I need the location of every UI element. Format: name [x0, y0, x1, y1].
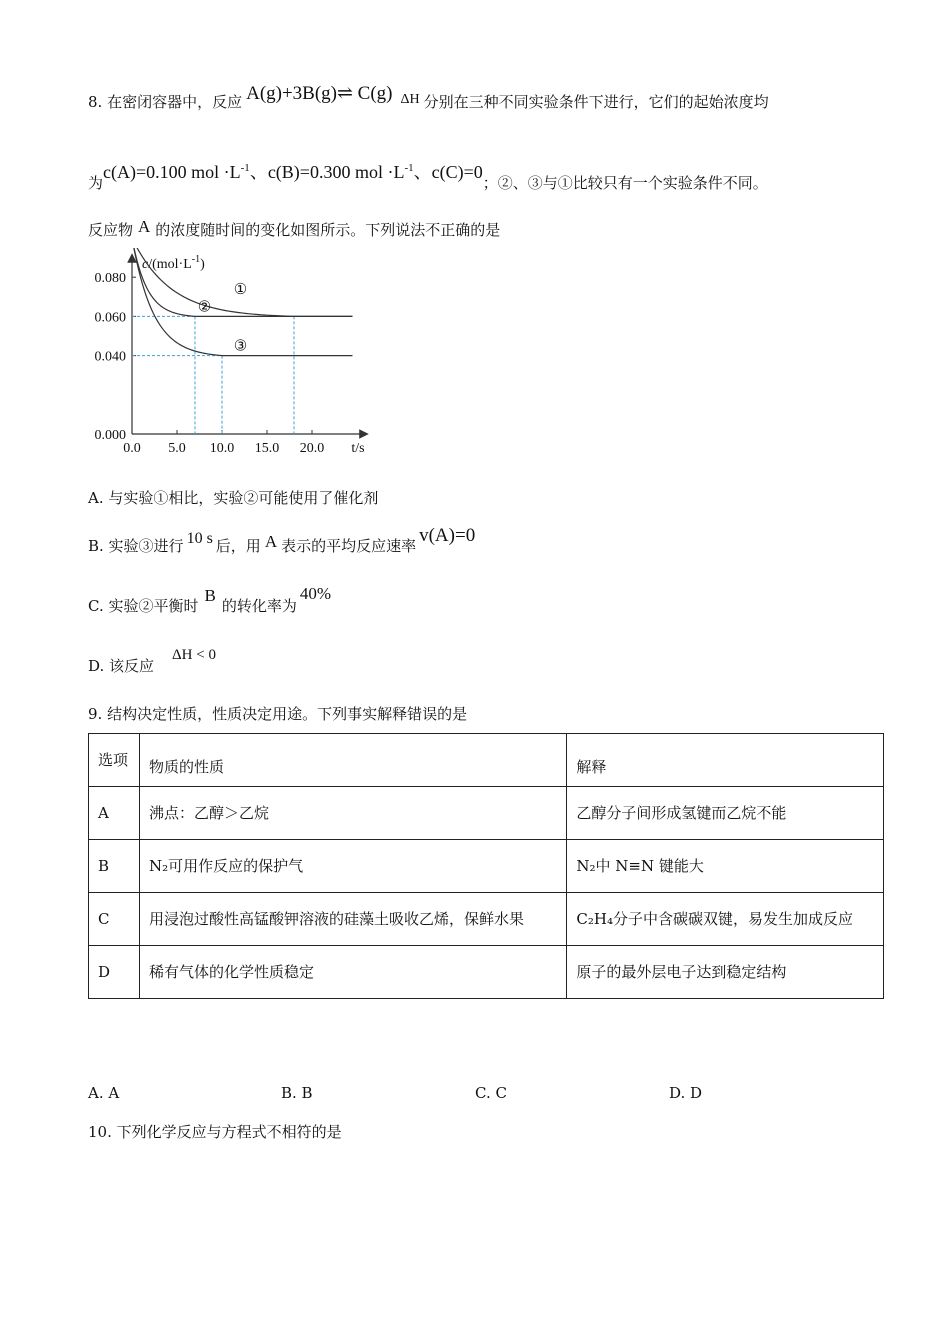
q8-option-b-mid2: 表示的平均反应速率 [281, 537, 417, 555]
row-a-property: 沸点：乙醇＞乙烷 [139, 787, 566, 840]
q8-stem-line3 [88, 219, 500, 240]
table-row [89, 787, 884, 840]
row-a-explanation: 乙醇分子间形成氢键而乙烷不能 [567, 787, 884, 840]
q9-choice-d: D. D [669, 1084, 703, 1102]
q8-option-d-prefix: D. 该反应 [88, 657, 155, 675]
row-b-option: B [89, 840, 140, 893]
q8-reaction-equation: A(g)+3B(g)⇌ C(g) [246, 83, 393, 104]
q8-option-d [88, 647, 216, 676]
x-tick-label: 15.0 [254, 441, 280, 456]
q8-option-b-var: A [264, 532, 278, 551]
row-d-option: D [89, 946, 140, 999]
q8-option-c-prefix: C. 实验②平衡时 [88, 597, 199, 615]
row-d-property: 稀有气体的化学性质稳定 [139, 946, 566, 999]
q8-stem-line2 [88, 162, 768, 194]
q8-option-b-expr: v(A)=0 [419, 525, 476, 546]
y-axis-label: $c/(mol\cdot L^{-1})$ [142, 254, 205, 272]
y-tick-label: 0.060 [94, 310, 126, 326]
row-c-property: 用浸泡过酸性高锰酸钾溶液的硅藻土吸收乙烯，保鲜水果 [139, 893, 566, 946]
q8-option-b-prefix: B. 实验③进行 [88, 537, 184, 555]
table-row [89, 946, 884, 999]
series-3-label: ③ [233, 338, 248, 355]
q8-delta-h: ΔH [400, 92, 420, 107]
row-d-explanation: 原子的最外层电子达到稳定结构 [567, 946, 884, 999]
q9-choice-b: B. B [281, 1084, 313, 1102]
q8-line3-suffix: 的浓度随时间的变化如图所示。下列说法不正确的是 [155, 221, 501, 239]
header-property: 物质的性质 [139, 734, 566, 787]
y-tick-label: 0.040 [94, 349, 126, 365]
q8-conc-b: c(B)=0.300 mol $\cdot L^{-1}$ [267, 162, 414, 182]
q8-option-b-time: 10 s [186, 530, 213, 547]
q8-stem-line1 [88, 83, 769, 113]
table-row [89, 893, 884, 946]
row-b-explanation: N₂中 N≡N 键能大 [567, 840, 884, 893]
q8-option-b-mid1: 后，用 [215, 537, 261, 555]
chart-axes [132, 248, 364, 434]
q8-line2-prefix: 为 [88, 174, 104, 192]
concentration-time-chart [84, 248, 384, 463]
table-header-row [89, 734, 884, 787]
q8-line2-suffix: ；②、③与①比较只有一个实验条件不同。 [482, 174, 768, 192]
x-tick-label: 0.0 [123, 441, 141, 456]
header-explanation: 解释 [567, 734, 884, 787]
chart-guides [132, 316, 294, 434]
row-c-option: C [89, 893, 140, 946]
q9-choice-c: C. C [475, 1084, 507, 1102]
q10-stem: 10. 下列化学反应与方程式不相符的是 [88, 1123, 342, 1141]
q8-stem-prefix: 8. 在密闭容器中，反应 [88, 93, 243, 111]
series-1-label: ① [233, 281, 248, 298]
q8-sep-2: 、 [413, 162, 432, 182]
q8-sep-1: 、 [249, 162, 268, 182]
x-tick-label: 5.0 [168, 441, 186, 456]
q8-option-d-expr: ΔH < 0 [172, 647, 216, 663]
q8-line3-var: A [138, 217, 151, 236]
q8-option-c-var: B [204, 586, 216, 605]
q9-table [88, 733, 884, 999]
q8-conc-c: c(C)=0 [431, 162, 483, 182]
row-b-property: N₂可用作反应的保护气 [139, 840, 566, 893]
q9-stem: 9. 结构决定性质，性质决定用途。下列事实解释错误的是 [88, 705, 468, 723]
y-tick-label: 0.080 [94, 271, 126, 287]
header-option: 选项 [89, 734, 140, 787]
q8-conc-a: c(A)=0.100 mol $\cdot L^{-1}$ [103, 162, 250, 182]
y-tick-label: 0.000 [94, 428, 126, 443]
x-axis-label: t/s [351, 441, 365, 456]
q8-option-c [88, 584, 332, 616]
chart-labels [95, 248, 365, 456]
row-c-explanation: C₂H₄分子中含碳碳双键，易发生加成反应 [567, 893, 884, 946]
x-tick-label: 10.0 [209, 441, 235, 456]
q8-option-c-mid: 的转化率为 [221, 597, 297, 615]
table-row [89, 840, 884, 893]
q9-choice-a: A. A [88, 1084, 120, 1102]
q8-option-a: A. 与实验①相比，实验②可能使用了催化剂 [88, 489, 379, 507]
q8-stem-mid: 分别在三种不同实验条件下进行，它们的起始浓度均 [423, 93, 769, 111]
q8-option-c-val: 40% [299, 584, 332, 603]
x-tick-label: 20.0 [299, 441, 325, 456]
q8-line3-prefix: 反应物 [88, 221, 134, 239]
q8-option-b [88, 525, 476, 557]
row-a-option: A [89, 787, 140, 840]
series-2-label: ② [197, 299, 212, 316]
